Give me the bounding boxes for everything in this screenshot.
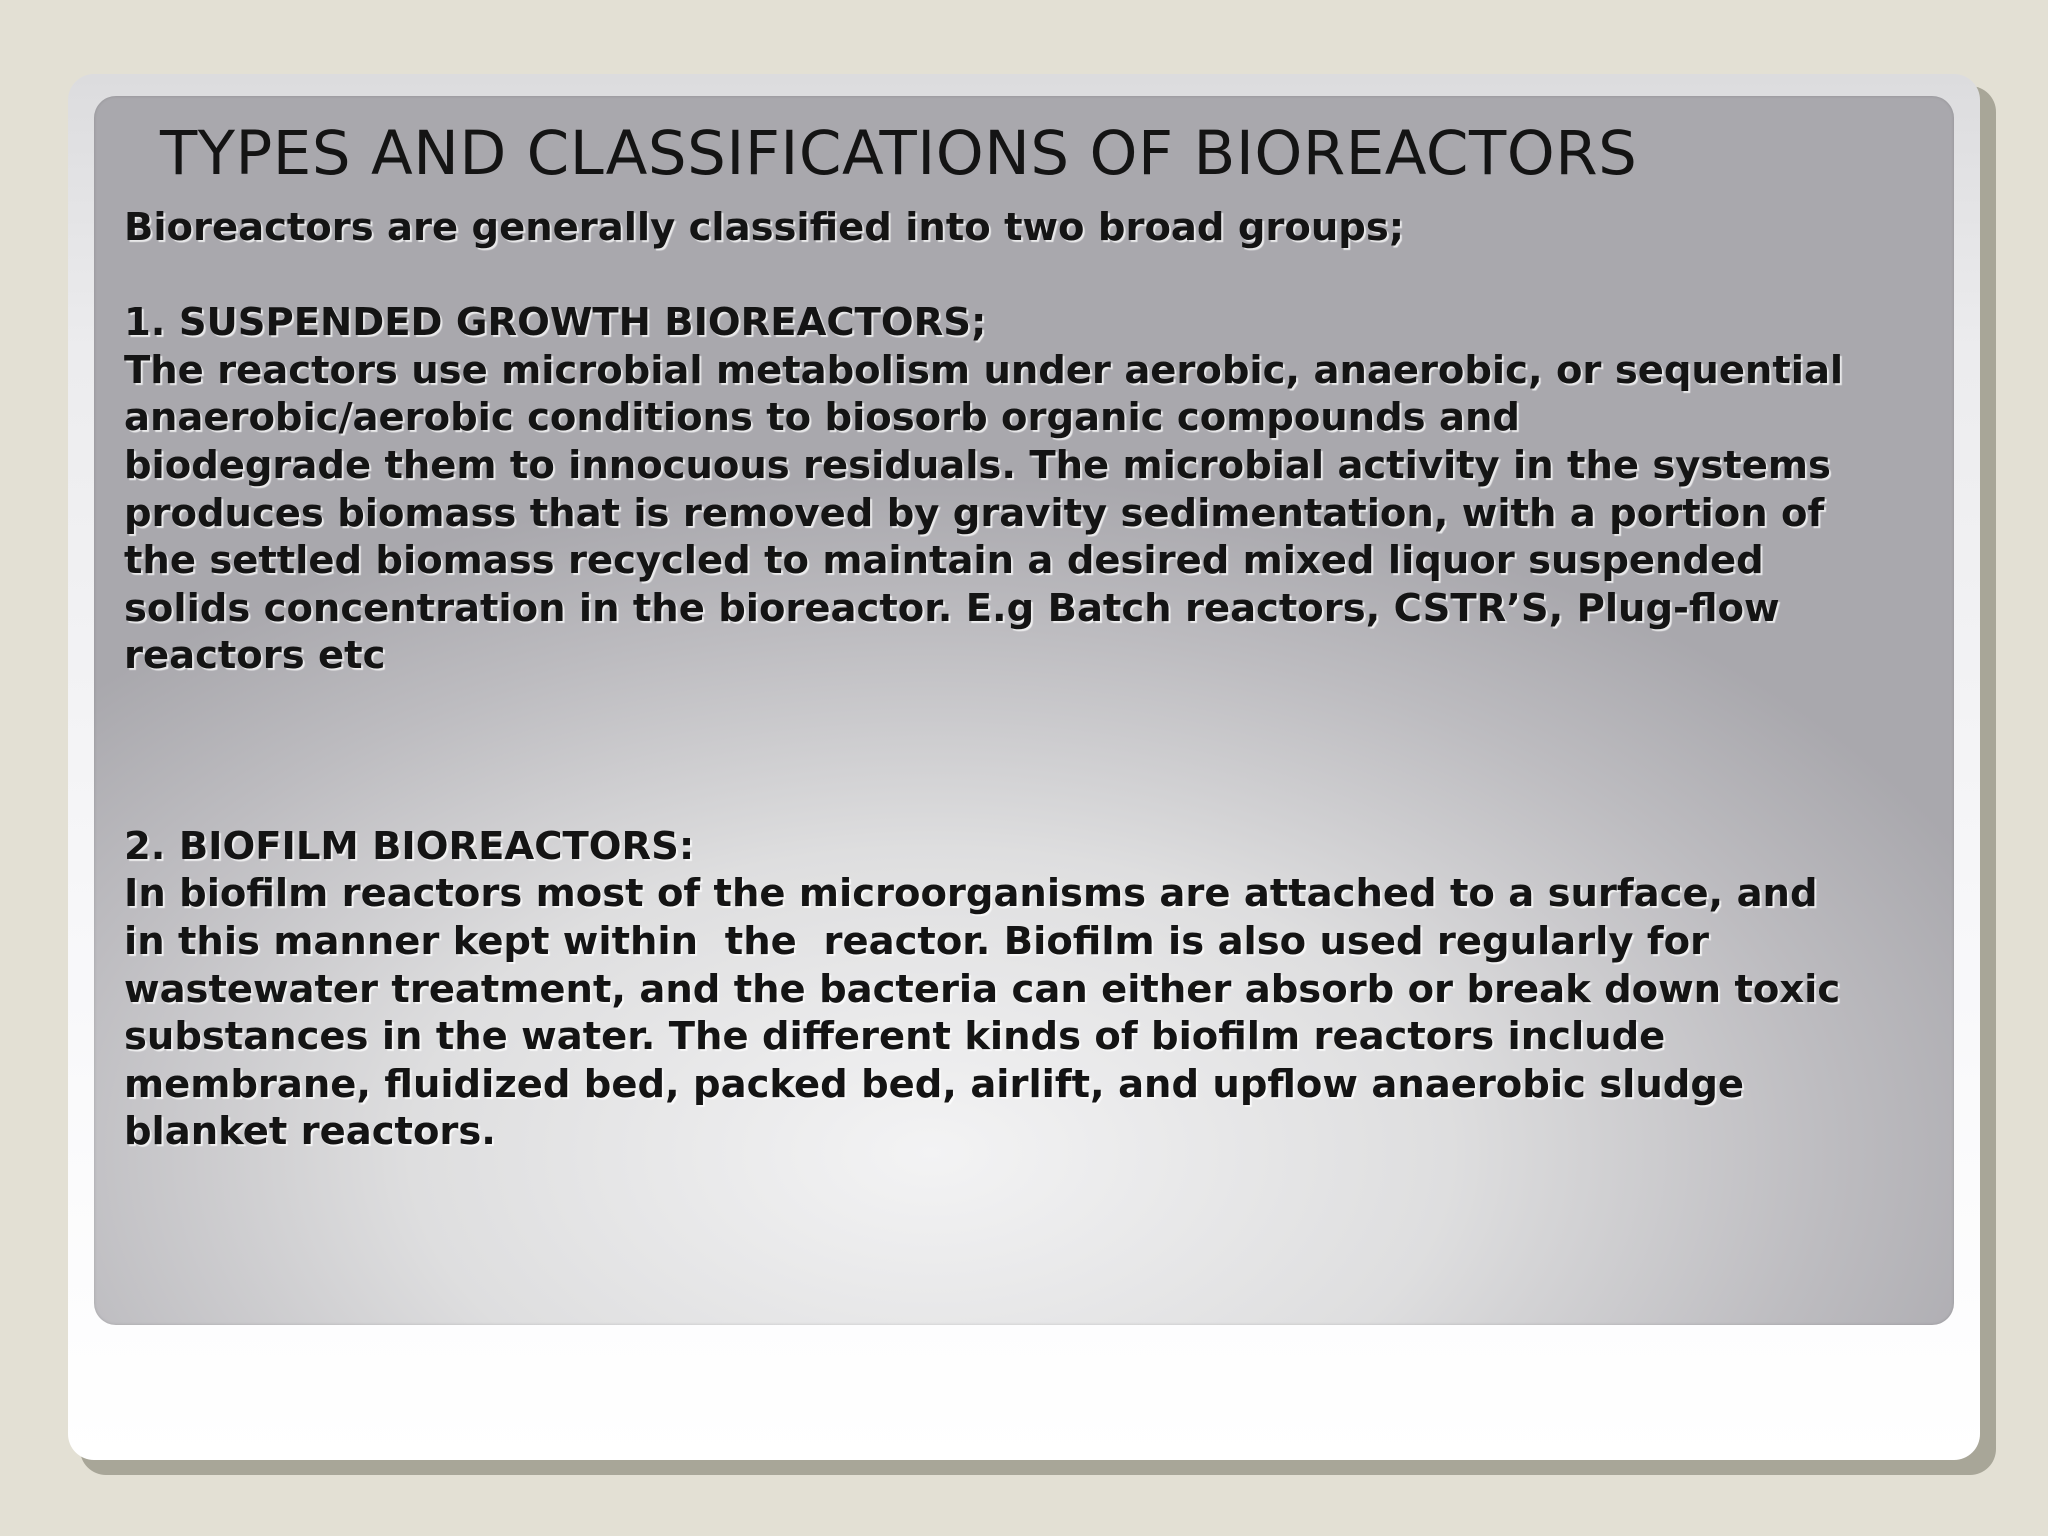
slide-title: TYPES AND CLASSIFICATIONS OF BIOREACTORS — [160, 118, 1638, 189]
blank-line — [124, 728, 1964, 776]
blank-line — [124, 775, 1964, 823]
paragraph-line: anaerobic/aerobic conditions to biosorb organic compounds and — [124, 395, 1520, 441]
paragraph-line: wastewater treatment, and the bacteria can either absorb or break down toxic — [124, 966, 1841, 1012]
paragraph-line: the settled biomass recycled to maintain a desired mixed liquor suspended — [124, 538, 1764, 584]
section-heading-suspended-growth: 1. SUSPENDED GROWTH BIOREACTORS; — [124, 300, 987, 346]
paragraph-line: substances in the water. The different kinds of biofilm reactors include — [124, 1014, 1666, 1060]
blank-line — [124, 680, 1964, 728]
paragraph-line: The reactors use microbial metabolism under aerobic, anaerobic, or sequential — [124, 347, 1844, 393]
paragraph-line: membrane, fluidized bed, packed bed, airlift, and upflow anaerobic sludge — [124, 1061, 1744, 1107]
slide-body — [124, 204, 1964, 1156]
paragraph-line: in this manner kept within the reactor. Biofilm is also used regularly for — [124, 918, 1710, 964]
section-heading-biofilm: 2. BIOFILM BIOREACTORS: — [124, 823, 695, 869]
paragraph-line: produces biomass that is removed by gravity sedimentation, with a portion of — [124, 490, 1825, 536]
blank-line — [124, 252, 1964, 300]
paragraph-line: In biofilm reactors most of the microorganisms are attached to a surface, and — [124, 871, 1818, 917]
paragraph-line: blanket reactors. — [124, 1109, 496, 1155]
paragraph-line: solids concentration in the bioreactor. E.g Batch reactors, CSTR’S, Plug-flow — [124, 585, 1780, 631]
paragraph-line: reactors etc — [124, 633, 386, 679]
paragraph-line: biodegrade them to innocuous residuals. The microbial activity in the systems — [124, 442, 1831, 488]
intro-text: Bioreactors are generally classified into two broad groups; — [124, 205, 1405, 250]
